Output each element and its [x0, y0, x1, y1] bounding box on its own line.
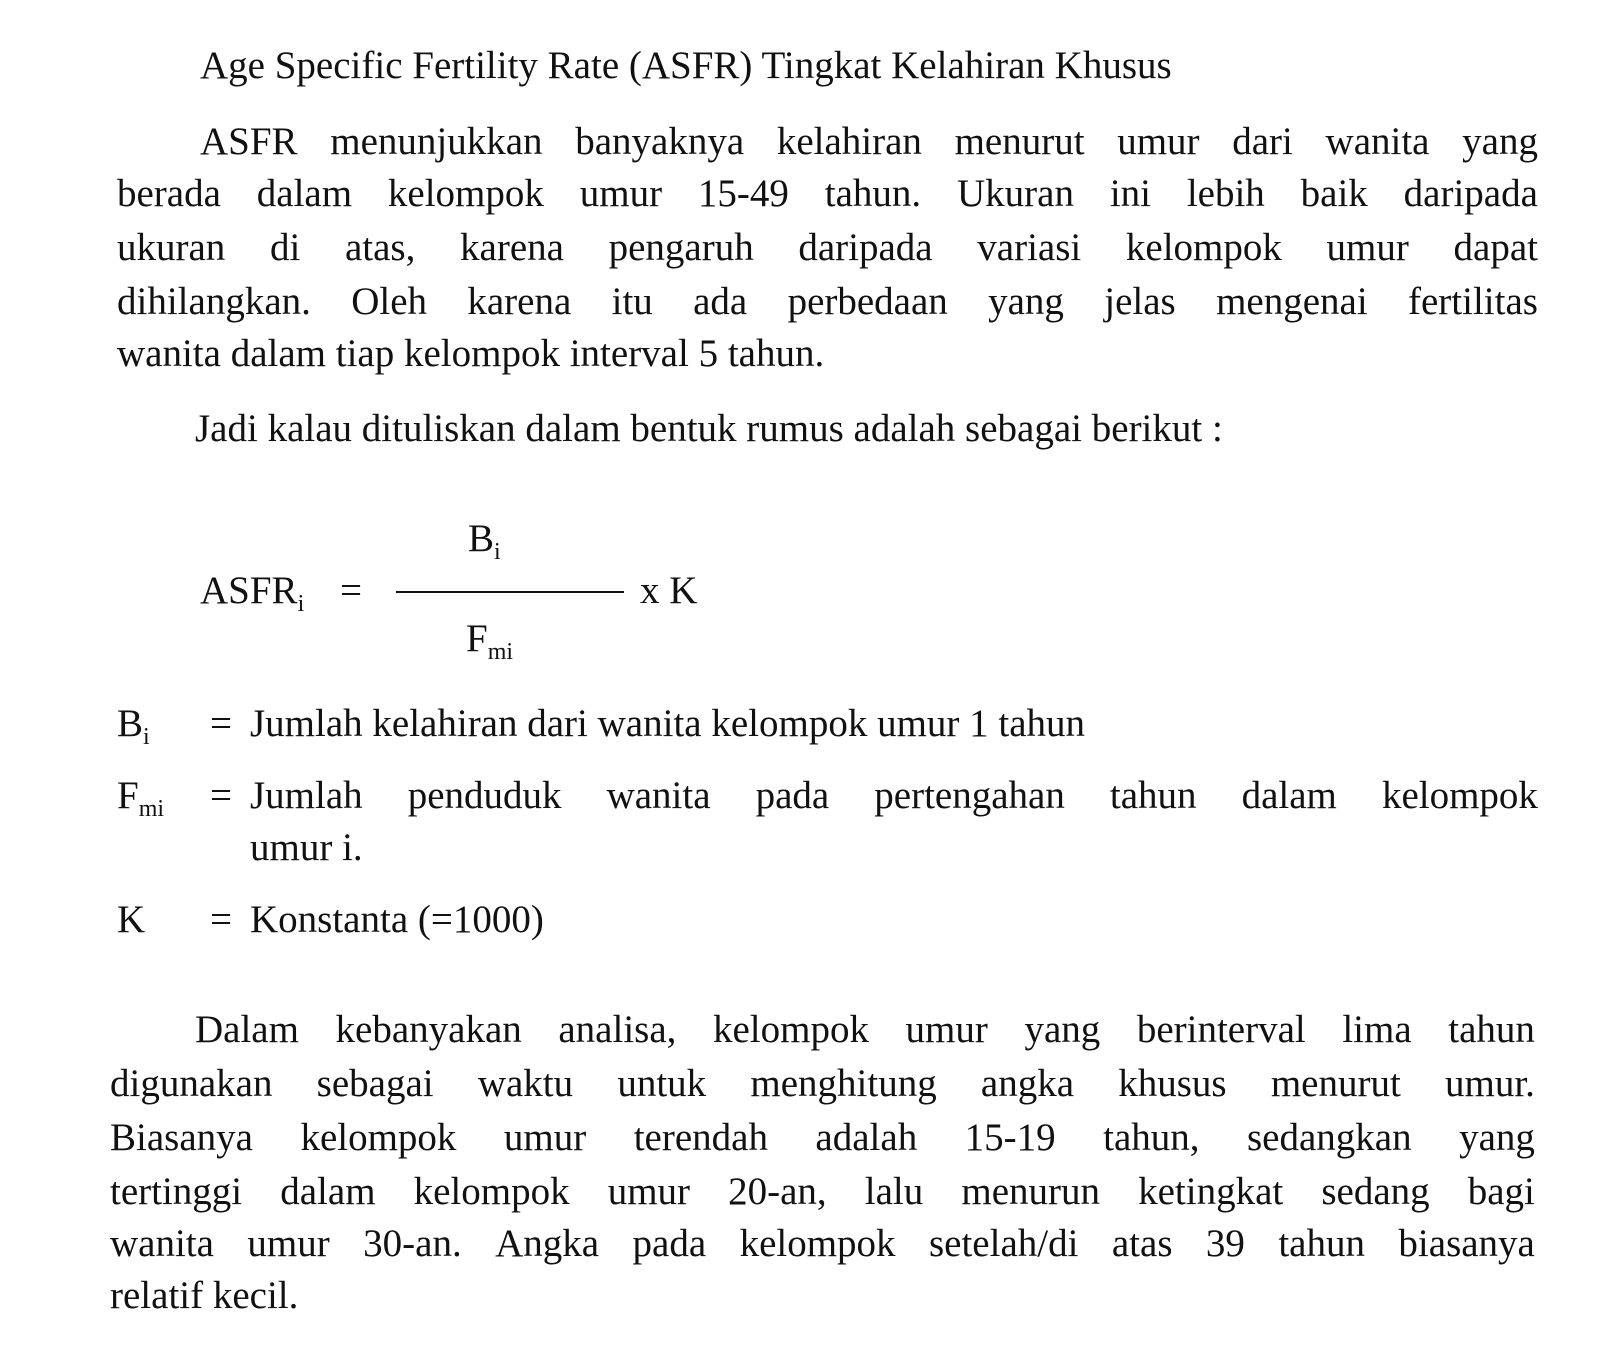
para2-line-1: Dalam kebanyakan analisa, kelompok umur yang berinterval lima tahun: [195, 1008, 1535, 1051]
def-equals-k: =: [210, 898, 232, 941]
para2-line-6: relatif kecil.: [110, 1274, 299, 1317]
formula-denominator: $F_{mi}$: [466, 617, 514, 665]
formula-lhs: $ASFR_i$: [200, 569, 305, 617]
def-symbol-k: K: [117, 898, 146, 941]
formula-multiplier: x K: [640, 569, 698, 612]
def-text-b: Jumlah kelahiran dari wanita kelompok umur 1 tahun: [250, 702, 1086, 745]
para1-line-2: berada dalam kelompok umur 15-49 tahun. Ukuran ini lebih baik daripada: [117, 172, 1538, 215]
def-symbol-f: $F_{mi}$: [117, 774, 165, 822]
def-text-f-line-2: umur i.: [250, 826, 363, 869]
para2-line-4: tertinggi dalam kelompok umur 20-an, lalu menurun ketingkat sedang bagi: [110, 1170, 1535, 1213]
def-equals-b: =: [210, 702, 232, 745]
para1-line-3: ukuran di atas, karena pengaruh daripada variasi kelompok umur dapat: [117, 226, 1538, 269]
para1-line-1: ASFR menunjukkan banyaknya kelahiran menurut umur dari wanita yang: [200, 120, 1538, 163]
fraction-bar: [396, 591, 624, 593]
para2-line-5: wanita umur 30-an. Angka pada kelompok setelah/di atas 39 tahun biasanya: [110, 1222, 1535, 1265]
para1-line-5: wanita dalam tiap kelompok interval 5 tahun.: [117, 332, 825, 375]
asfr-formula: [200, 515, 760, 665]
def-text-f-line-1: Jumlah penduduk wanita pada pertengahan tahun dalam kelompok: [250, 774, 1538, 817]
formula-equals: =: [340, 569, 362, 612]
para1-line-4: dihilangkan. Oleh karena itu ada perbedaan yang jelas mengenai fertilitas: [117, 280, 1538, 323]
section-title: Age Specific Fertility Rate (ASFR) Tingkat Kelahiran Khusus: [200, 44, 1172, 87]
def-equals-f: =: [210, 774, 232, 817]
para2-line-3: Biasanya kelompok umur terendah adalah 15-19 tahun, sedangkan yang: [110, 1116, 1535, 1159]
para2-line-2: digunakan sebagai waktu untuk menghitung angka khusus menurut umur.: [110, 1062, 1535, 1105]
formula-numerator: $B_i$: [468, 517, 501, 565]
formula-intro: Jadi kalau dituliskan dalam bentuk rumus adalah sebagai berikut :: [195, 407, 1223, 450]
def-symbol-b: $B_i$: [117, 702, 150, 750]
def-text-k: Konstanta (=1000): [250, 898, 544, 941]
